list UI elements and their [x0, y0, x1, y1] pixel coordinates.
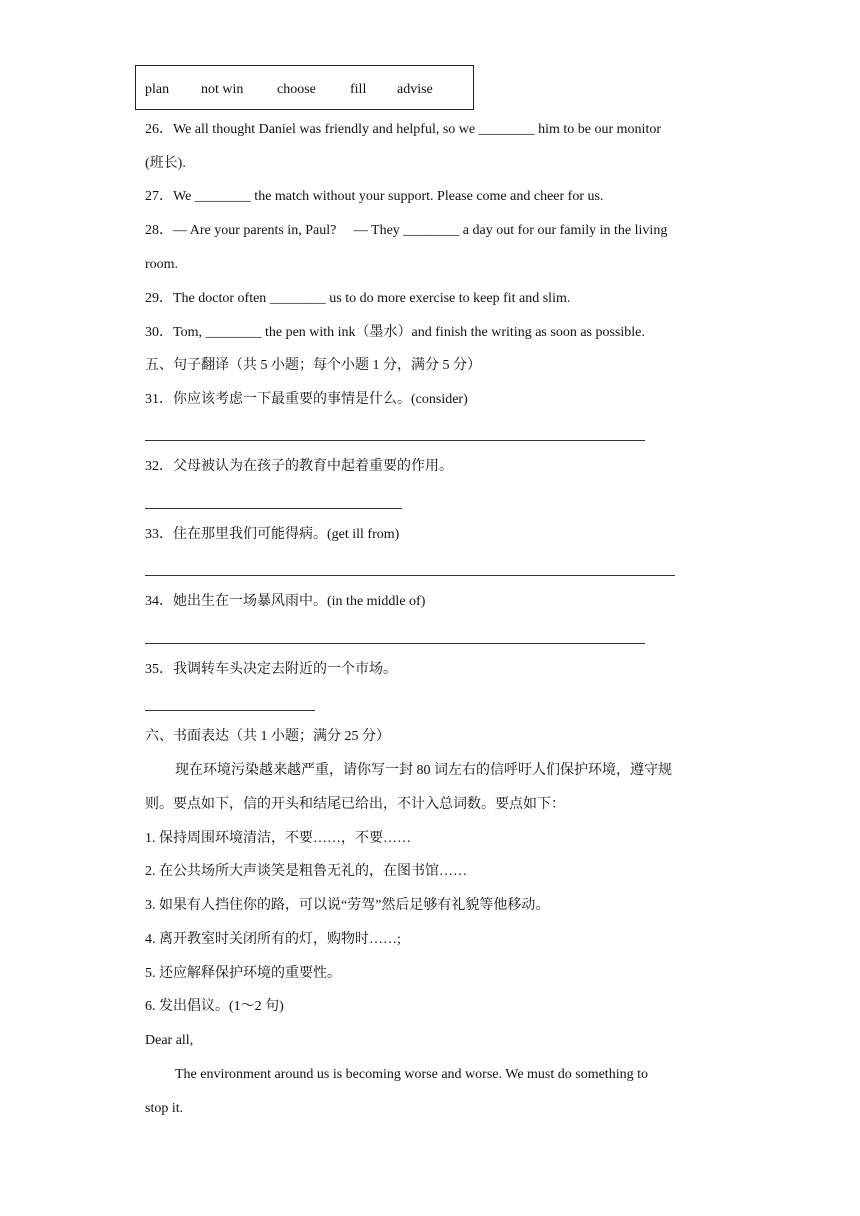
- writing-point-6: 6. 发出倡议。(1～2 句): [145, 999, 284, 1014]
- letter-salutation: Dear all,: [145, 1033, 194, 1048]
- question-28-continued: room.: [145, 257, 179, 272]
- translation-32: 32．父母被认为在孩子的教育中起着重要的作用。: [145, 459, 453, 474]
- section-6-heading: 六、书面表达（共 1 小题；满分 25 分）: [145, 729, 390, 744]
- writing-point-2: 2. 在公共场所大声谈笑是粗鲁无礼的，在图书馆……: [145, 864, 467, 879]
- writing-point-5: 5. 还应解释保护环境的重要性。: [145, 966, 341, 981]
- question-28: 28．— Are your parents in, Paul? — They ________ a day out for our family in the living: [145, 223, 668, 238]
- writing-prompt-intro-continued: 则。要点如下，信的开头和结尾已给出，不计入总词数。要点如下：: [145, 797, 565, 812]
- word-bank-item: not win: [201, 82, 244, 97]
- answer-line[interactable]: [145, 643, 645, 644]
- writing-prompt-intro: 现在环境污染越来越严重，请你写一封 80 词左右的信呼吁人们保护环境，遵守规: [175, 763, 672, 778]
- answer-line[interactable]: [145, 440, 645, 441]
- word-bank-item: fill: [350, 82, 367, 97]
- question-27: 27．We ________ the match without your support. Please come and cheer for us.: [145, 189, 604, 204]
- letter-body-continued: stop it.: [145, 1101, 184, 1116]
- question-29: 29．The doctor often ________ us to do more exercise to keep fit and slim.: [145, 291, 571, 306]
- writing-point-3: 3. 如果有人挡住你的路，可以说“劳驾”然后足够有礼貌等他移动。: [145, 898, 550, 913]
- question-26-continued: (班长).: [145, 156, 186, 171]
- question-30: 30．Tom, ________ the pen with ink（墨水）and finish the writing as soon as possible.: [145, 325, 645, 340]
- answer-line[interactable]: [145, 710, 315, 711]
- translation-33: 33．住在那里我们可能得病。(get ill from): [145, 527, 400, 542]
- translation-35: 35．我调转车头决定去附近的一个市场。: [145, 662, 397, 677]
- word-bank-item: advise: [397, 82, 433, 97]
- answer-line[interactable]: [145, 575, 675, 576]
- section-5-heading: 五、句子翻译（共 5 小题；每个小题 1 分，满分 5 分）: [145, 358, 481, 373]
- writing-point-1: 1. 保持周围环境清洁，不要……，不要……: [145, 831, 411, 846]
- answer-line[interactable]: [145, 508, 402, 509]
- word-bank-box: [135, 65, 474, 110]
- question-26: 26．We all thought Daniel was friendly and helpful, so we ________ him to be our monitor: [145, 122, 662, 137]
- translation-34: 34．她出生在一场暴风雨中。(in the middle of): [145, 594, 426, 609]
- translation-31: 31．你应该考虑一下最重要的事情是什么。(consider): [145, 392, 468, 407]
- word-bank-item: plan: [145, 82, 170, 97]
- writing-point-4: 4. 离开教室时关闭所有的灯，购物时……;: [145, 932, 401, 947]
- letter-body: The environment around us is becoming worse and worse. We must do something to: [175, 1067, 648, 1082]
- word-bank-item: choose: [277, 82, 316, 97]
